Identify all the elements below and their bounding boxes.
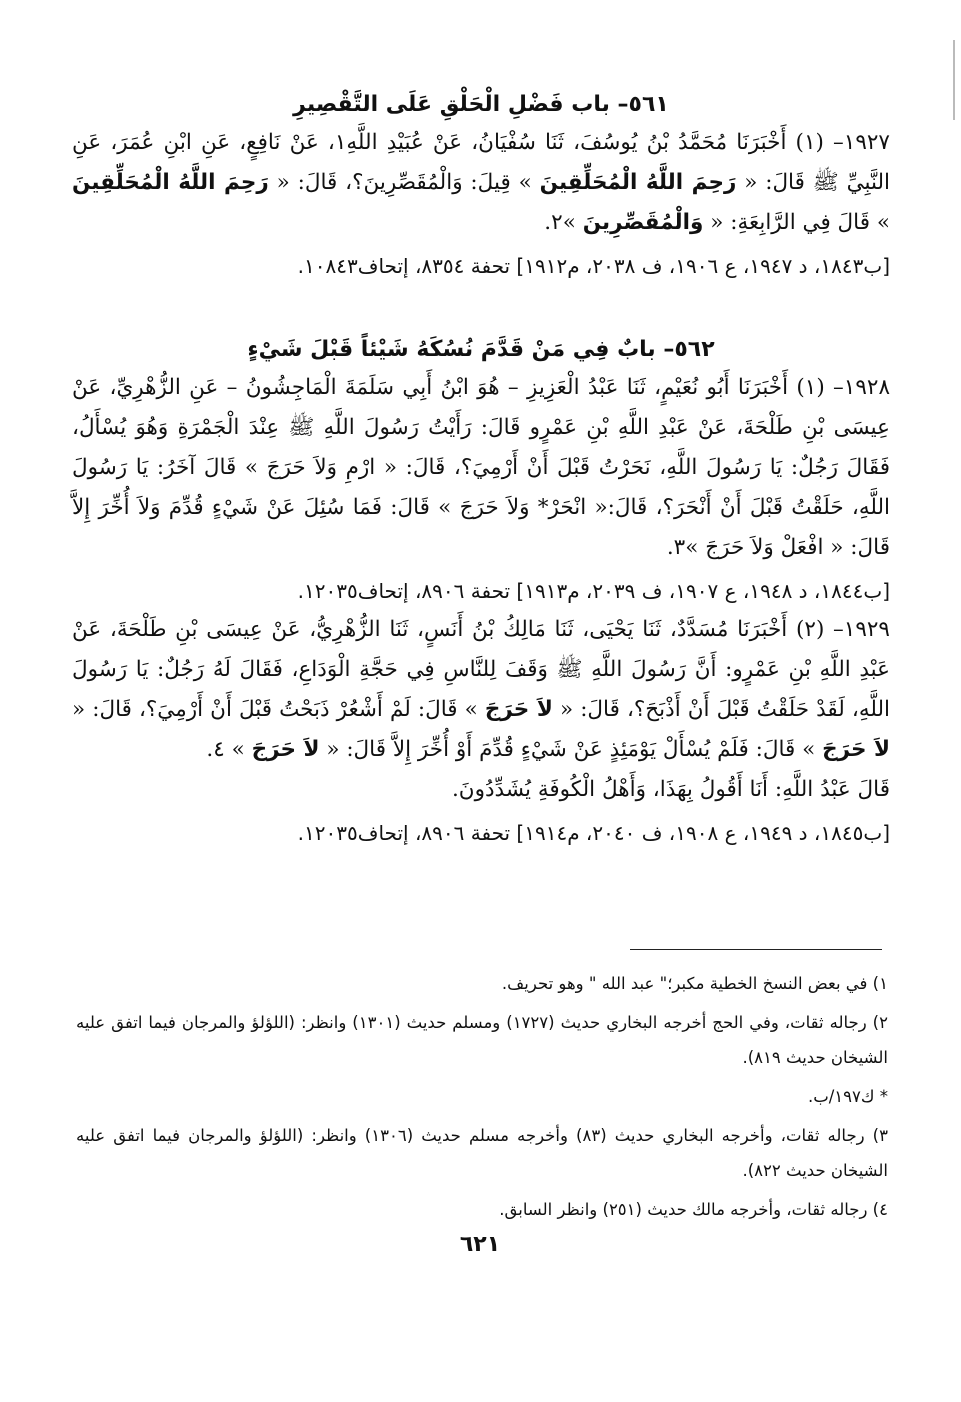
reference-1927: [ب١٨٤٣، د ١٩٤٧، ع ١٩٠٦، ف ٢٠٣٨، م١٩١٢] تحفة ٨٣٥٤، إتحاف١٠٨٤٣. — [297, 254, 890, 278]
footnote-4: ٤) رجاله ثقات، وأخرجه مالك حديث (٢٥١) وانظر السابق. — [499, 1200, 888, 1219]
page-number: ٦٢١ — [459, 1232, 501, 1257]
footnote-manuscript-marker: * ك١٩٧/ب. — [807, 1087, 888, 1106]
scan-edge-mark — [953, 40, 955, 120]
reference-1928: [ب١٨٤٤، د ١٩٤٨، ع ١٩٠٧، ف ٢٠٣٩، م١٩١٣] تحفة ٨٩٠٦، إتحاف١٢٠٣٥. — [297, 579, 890, 603]
hadith-1929: ١٩٢٩– (٢) أَخْبَرَنَا مُسَدَّدٌ، ثَنَا يَحْيَى، ثَنَا مَالِكُ بْنُ أَنَسٍ، ثَنَا الزُّهْرِيُّ، عَنْ عِيسَى بْنِ طَلْحَةَ، عَنْ عَبْدِ اللَّهِ بْنِ عَمْرٍو: أَنَّ رَسُولَ اللَّهِ ﷺ وَقَفَ لِلنَّاسِ فِي حَجَّةِ الْوَدَاعِ، فَقَالَ لَهُ رَجُلٌ: يَا رَسُولَ اللَّهِ، لَقَدْ حَلَقْتُ قَبْلَ أَنْ أَذْبَحَ؟، قَالَ: « لاَ حَرَجَ » قَالَ: لَمْ أَشْعُرْ ذَبَحْتُ قَبْلَ أَنْ أَرْمِيَ؟، قَالَ: « لاَ حَرَجَ » قَالَ: فَلَمْ يُسْأَلْ يَوْمَئِذٍ عَنْ شَيْءٍ قُدِّمَ أَوْ أُخِّرَ إِلاَّ قَالَ: « لاَ حَرَجَ » ٤. — [72, 617, 890, 762]
footnote-3: ٣) رجاله ثقات، وأخرجه البخاري حديث (٨٣) وأخرجه مسلم حديث (١٣٠٦) وانظر: (اللؤلؤ والمرجان فيما اتفق عليه الشيخان حديث ٨٢٢). — [76, 1126, 888, 1180]
footnote-divider — [630, 949, 882, 950]
footnote-1: ١) في بعض النسخ الخطية مكبر؛" عبد الله " وهو تحريف. — [501, 974, 888, 993]
page-body — [72, 84, 890, 852]
footnotes — [76, 966, 888, 1231]
hadith-1927: ١٩٢٧– (١) أَخْبَرَنَا مُحَمَّدُ بْنُ يُوسُفَ، ثَنَا سُفْيَانُ، عَنْ عُبَيْدِ اللَّهِ١، عَنْ نَافِعٍ، عَنِ ابْنِ عُمَرَ، عَنِ النَّبِيِّ ﷺ قَالَ: « رَحِمَ اللَّهُ الْمُحَلِّقِينَ » قِيلَ: وَالْمُقَصِّرِينَ؟، قَالَ: « رَحِمَ اللَّهُ الْمُحَلِّقِينَ » قَالَ فِي الرَّابِعَةِ: « وَالْمُقَصِّرِينَ »٢. — [72, 130, 890, 235]
hadith-1928: ١٩٢٨– (١) أَخْبَرَنَا أَبُو نُعَيْمٍ، ثَنَا عَبْدُ الْعَزِيزِ – هُوَ ابْنُ أَبِي سَلَمَةَ الْمَاجِشُونُ – عَنِ الزُّهْرِيِّ، عَنْ عِيسَى بْنِ طَلْحَةَ، عَنْ عَبْدِ اللَّهِ بْنِ عَمْرٍو قَالَ: رَأَيْتُ رَسُولَ اللَّهِ ﷺ عِنْدَ الْجَمْرَةِ وَهُوَ يُسْأَلُ، فَقَالَ رَجُلٌ: يَا رَسُولَ اللَّهِ، نَحَرْتُ قَبْلَ أَنْ أَرْمِيَ؟، قَالَ: « ارْمِ وَلاَ حَرَجَ » قَالَ آخَرُ: يَا رَسُولَ اللَّهِ، حَلَقْتُ قَبْلَ أَنْ أَنْحَرَ؟، قَالَ:« انْحَرْ* وَلاَ حَرَجَ » قَالَ: فَمَا سُئِلَ عَنْ شَيْءٍ قُدِّمَ وَلاَ أُخِّرَ إِلاَّ قَالَ: « افْعَلْ وَلاَ حَرَجَ »٣. — [72, 375, 890, 560]
abdullah-statement: قَالَ عَبْدُ اللَّهِ: أَنَا أَقُولُ بِهَذَا، وَأَهْلُ الْكُوفَةِ يُشَدِّدُونَ. — [451, 777, 890, 802]
reference-1929: [ب١٨٤٥، د ١٩٤٩، ع ١٩٠٨، ف ٢٠٤٠، م١٩١٤] تحفة ٨٩٠٦، إتحاف١٢٠٣٥. — [297, 821, 890, 845]
footnote-2: ٢) رجاله ثقات، وفي الحج أخرجه البخاري حديث (١٧٢٧) ومسلم حديث (١٣٠١) وانظر: (اللؤلؤ والمرجان فيما اتفق عليه الشيخان حديث ٨١٩). — [76, 1013, 888, 1067]
chapter-heading-562: ٥٦٢– بابٌ فِي مَنْ قَدَّمَ نُسُكَهُ شَيْئاً قَبْلَ شَيْءٍ — [247, 337, 715, 362]
chapter-heading-561: ٥٦١– باب فَضْلِ الْحَلْقِ عَلَى التَّقْصِيرِ — [293, 92, 669, 117]
